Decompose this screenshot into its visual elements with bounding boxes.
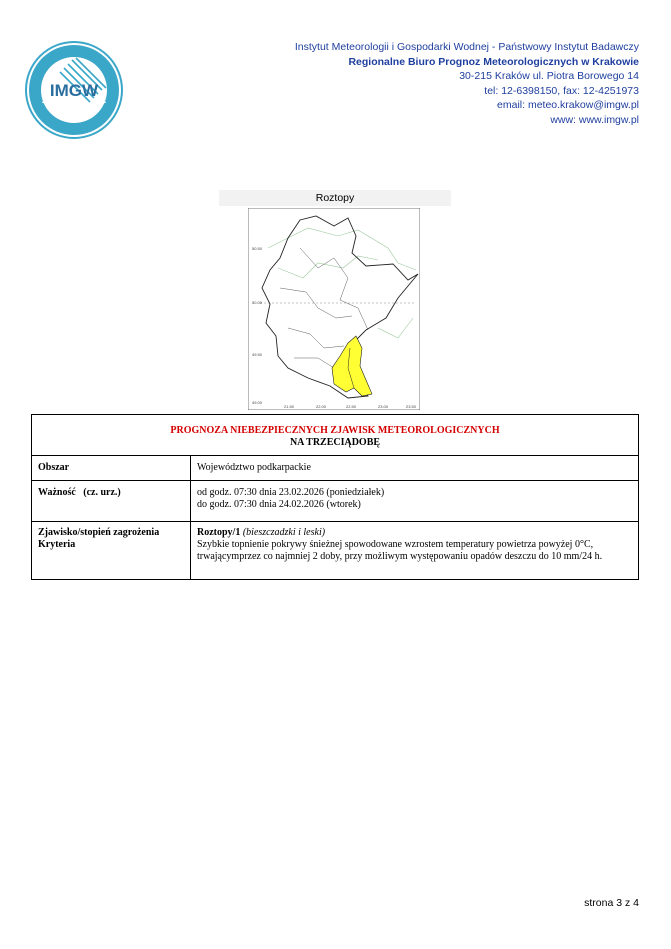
- warning-table: [31, 414, 639, 580]
- warning-map: [248, 208, 420, 410]
- svg-text:22.50: 22.50: [346, 404, 357, 409]
- validity-value: [191, 481, 639, 522]
- warning-title: [32, 415, 639, 456]
- address: 30-215 Kraków ul. Piotra Borowego 14: [459, 70, 639, 82]
- map-title: Roztopy: [219, 190, 451, 206]
- area-value: Województwo podkarpackie: [191, 456, 639, 481]
- validity-label: Ważność (cz. urz.): [32, 481, 191, 522]
- page-number: strona 3 z 4: [584, 897, 639, 909]
- phenomenon-value: [191, 522, 639, 580]
- phenomenon-name: Roztopy/1: [197, 527, 241, 538]
- email: email: meteo.krakow@imgw.pl: [497, 99, 639, 111]
- imgw-logo: [24, 40, 124, 140]
- svg-text:23.50: 23.50: [406, 404, 417, 409]
- warning-title-line2: NA TRZECIĄDOBĘ: [289, 437, 381, 448]
- validity-to: do godz. 07:30 dnia 24.02.2026 (wtorek): [197, 499, 361, 510]
- phenomenon-label-line2: Kryteria: [38, 539, 76, 550]
- website: www: www.imgw.pl: [550, 113, 639, 126]
- phone-fax: tel: 12-6398150, fax: 12-4251973: [484, 84, 639, 97]
- svg-text:21.50: 21.50: [284, 404, 295, 409]
- validity-from: od godz. 07:30 dnia 23.02.2026 (poniedziałek): [197, 487, 385, 498]
- institute-header: [295, 40, 639, 127]
- phenomenon-label: [32, 522, 191, 580]
- office-name: Regionalne Biuro Prognoz Meteorologicznych w Krakowie: [348, 55, 639, 68]
- phenomenon-label-line1: Zjawisko/stopień zagrożenia: [38, 527, 160, 538]
- area-label: Obszar: [32, 456, 191, 481]
- svg-text:23.00: 23.00: [378, 404, 389, 409]
- phenomenon-counties: (bieszczadzki i leski): [242, 527, 326, 538]
- svg-text:49.00: 49.00: [252, 400, 263, 405]
- criteria-text: Szybkie topnienie pokrywy śnieżnej spowodowane wzrostem temperatury powietrza powyżej 0°C, trwającymprzez co najmniej 2 doby, przy możliwym występowaniu opadów deszczu do 10 mm/24 h.: [197, 539, 603, 562]
- warning-title-line1: PROGNOZA NIEBEZPIECZNYCH ZJAWISK METEOROLOGICZNYCH: [170, 425, 500, 436]
- svg-text:IMGW: IMGW: [49, 81, 99, 100]
- svg-text:50.50: 50.50: [252, 246, 263, 251]
- svg-text:22.00: 22.00: [316, 404, 327, 409]
- svg-text:49.50: 49.50: [252, 352, 263, 357]
- phenomenon-heading: [197, 527, 632, 539]
- svg-text:50.00: 50.00: [252, 300, 263, 305]
- institute-name: Instytut Meteorologii i Gospodarki Wodnej - Państwowy Instytut Badawczy: [294, 41, 639, 53]
